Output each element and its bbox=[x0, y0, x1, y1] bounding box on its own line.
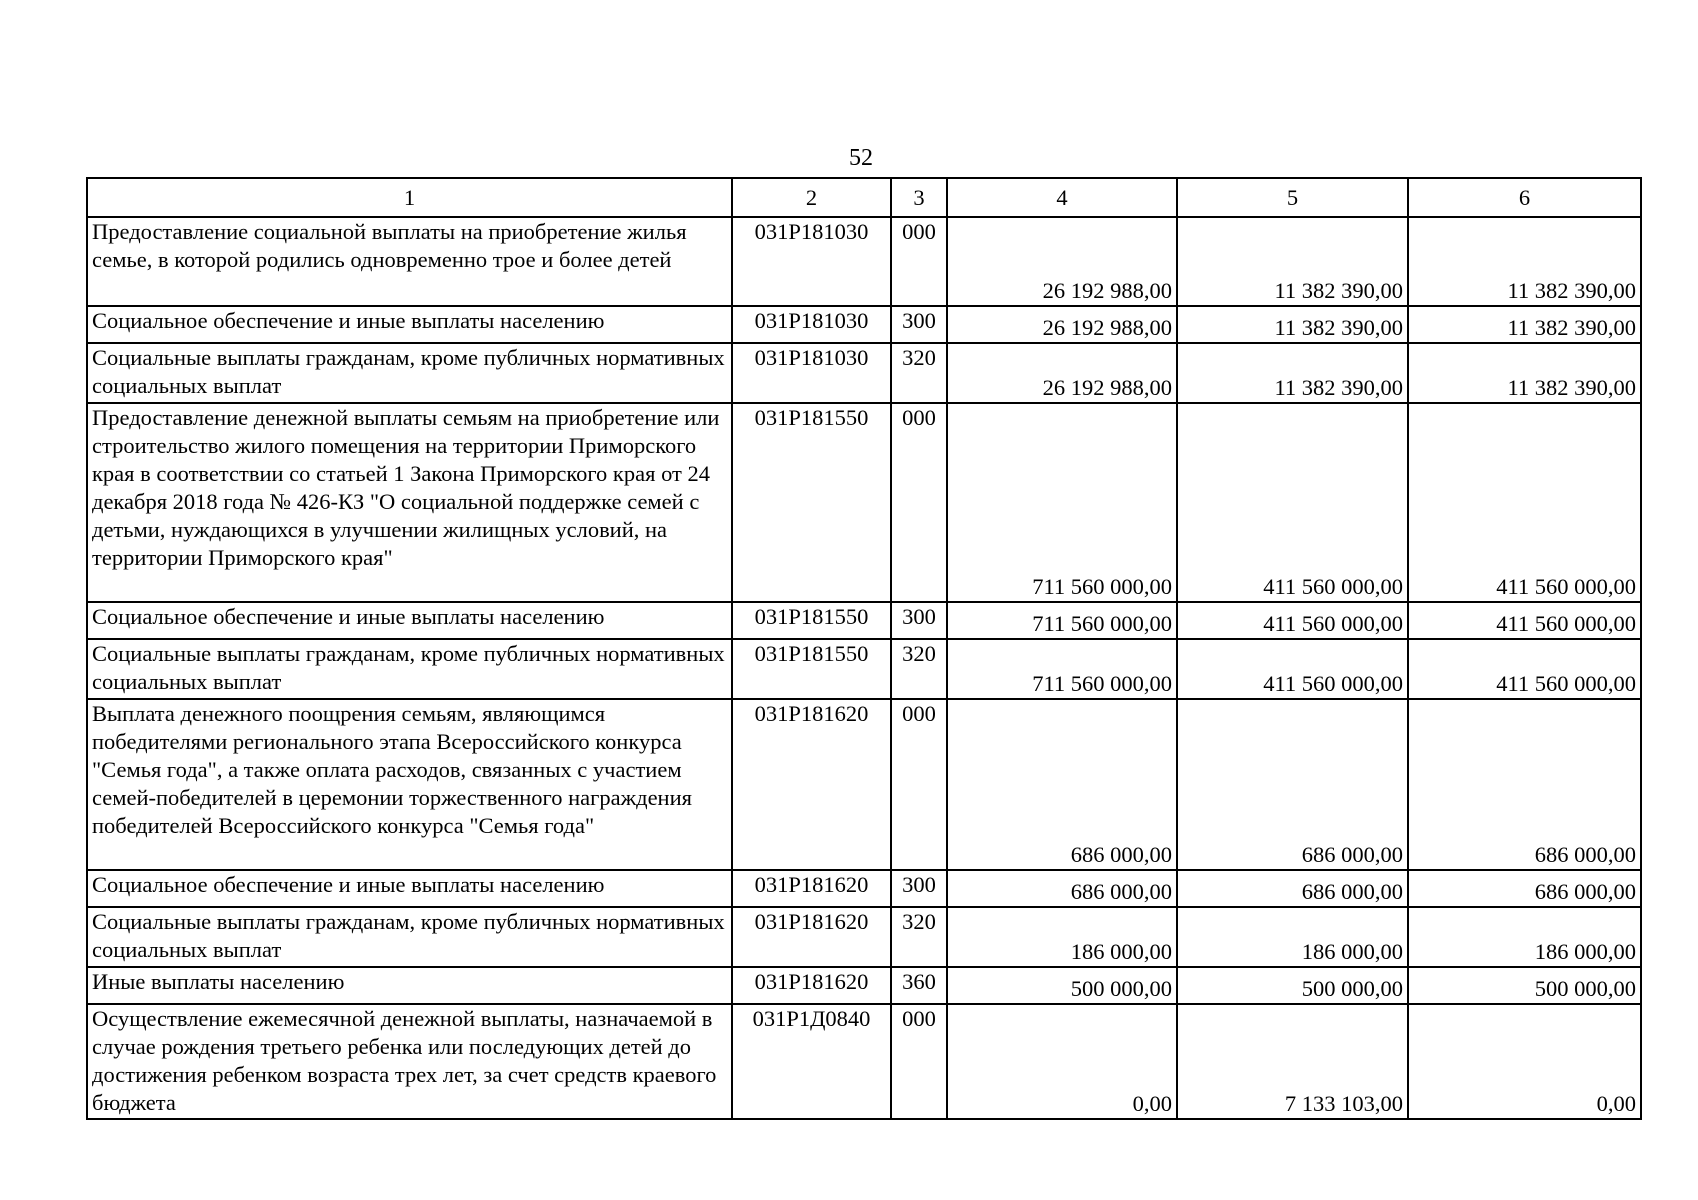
row-amount-6: 411 560 000,00 bbox=[1408, 639, 1641, 699]
table-row bbox=[87, 967, 1641, 1004]
row-amount-4: 0,00 bbox=[947, 1004, 1177, 1119]
table-row bbox=[87, 870, 1641, 907]
row-amount-5: 7 133 103,00 bbox=[1177, 1004, 1408, 1119]
row-amount-4: 186 000,00 bbox=[947, 907, 1177, 967]
row-amount-5: 686 000,00 bbox=[1177, 699, 1408, 870]
row-amount-5: 411 560 000,00 bbox=[1177, 403, 1408, 602]
col-header-amount-5: 5 bbox=[1177, 178, 1408, 217]
row-amount-5: 11 382 390,00 bbox=[1177, 217, 1408, 306]
table-row bbox=[87, 602, 1641, 639]
col-header-target-code: 2 bbox=[732, 178, 891, 217]
row-name: Социальные выплаты гражданам, кроме публичных нормативных социальных выплат bbox=[87, 907, 732, 967]
row-amount-5: 686 000,00 bbox=[1177, 870, 1408, 907]
row-target-code: 031P1Д0840 bbox=[732, 1004, 891, 1119]
row-amount-6: 411 560 000,00 bbox=[1408, 403, 1641, 602]
page-number: 52 bbox=[849, 145, 873, 171]
row-amount-4: 711 560 000,00 bbox=[947, 602, 1177, 639]
header-row bbox=[87, 178, 1641, 217]
table-row bbox=[87, 699, 1641, 870]
row-expense-type: 000 bbox=[891, 217, 947, 306]
row-amount-6: 411 560 000,00 bbox=[1408, 602, 1641, 639]
row-amount-6: 686 000,00 bbox=[1408, 699, 1641, 870]
row-target-code: 031P181550 bbox=[732, 403, 891, 602]
table-row bbox=[87, 217, 1641, 306]
row-expense-type: 300 bbox=[891, 306, 947, 343]
row-name: Социальные выплаты гражданам, кроме публичных нормативных социальных выплат bbox=[87, 343, 732, 403]
row-amount-6: 11 382 390,00 bbox=[1408, 306, 1641, 343]
row-expense-type: 000 bbox=[891, 403, 947, 602]
row-amount-4: 711 560 000,00 bbox=[947, 403, 1177, 602]
row-expense-type: 300 bbox=[891, 602, 947, 639]
table-row bbox=[87, 306, 1641, 343]
row-target-code: 031P181550 bbox=[732, 602, 891, 639]
row-target-code: 031P181030 bbox=[732, 217, 891, 306]
row-expense-type: 360 bbox=[891, 967, 947, 1004]
table-row bbox=[87, 639, 1641, 699]
row-target-code: 031P181620 bbox=[732, 907, 891, 967]
row-name: Социальные выплаты гражданам, кроме публичных нормативных социальных выплат bbox=[87, 639, 732, 699]
table-row bbox=[87, 907, 1641, 967]
row-expense-type: 000 bbox=[891, 699, 947, 870]
row-amount-4: 500 000,00 bbox=[947, 967, 1177, 1004]
row-amount-6: 500 000,00 bbox=[1408, 967, 1641, 1004]
col-header-expense-type: 3 bbox=[891, 178, 947, 217]
table-row bbox=[87, 343, 1641, 403]
row-expense-type: 320 bbox=[891, 639, 947, 699]
row-name: Предоставление социальной выплаты на приобретение жилья семье, в которой родились одновременно трое и более детей bbox=[87, 217, 732, 306]
row-amount-5: 11 382 390,00 bbox=[1177, 306, 1408, 343]
row-name: Иные выплаты населению bbox=[87, 967, 732, 1004]
row-expense-type: 300 bbox=[891, 870, 947, 907]
col-header-name: 1 bbox=[87, 178, 732, 217]
row-amount-6: 11 382 390,00 bbox=[1408, 343, 1641, 403]
row-amount-5: 411 560 000,00 bbox=[1177, 602, 1408, 639]
row-amount-4: 26 192 988,00 bbox=[947, 306, 1177, 343]
table-row bbox=[87, 1004, 1641, 1119]
row-target-code: 031P181620 bbox=[732, 699, 891, 870]
row-amount-6: 686 000,00 bbox=[1408, 870, 1641, 907]
row-target-code: 031P181620 bbox=[732, 870, 891, 907]
row-name: Социальное обеспечение и иные выплаты населению bbox=[87, 306, 732, 343]
table-row bbox=[87, 403, 1641, 602]
row-target-code: 031P181620 bbox=[732, 967, 891, 1004]
row-amount-4: 686 000,00 bbox=[947, 699, 1177, 870]
row-expense-type: 000 bbox=[891, 1004, 947, 1119]
row-amount-4: 711 560 000,00 bbox=[947, 639, 1177, 699]
row-amount-4: 686 000,00 bbox=[947, 870, 1177, 907]
row-name: Предоставление денежной выплаты семьям на приобретение или строительство жилого помещения на территории Приморского края в соответствии со статьей 1 Закона Приморского края от 24 декабря 2018 года № 426-КЗ "О социальной поддержке семей с детьми, нуждающихся в улучшении жилищных условий, на территории Приморского края" bbox=[87, 403, 732, 602]
row-amount-6: 186 000,00 bbox=[1408, 907, 1641, 967]
row-target-code: 031P181550 bbox=[732, 639, 891, 699]
row-amount-4: 26 192 988,00 bbox=[947, 343, 1177, 403]
row-amount-5: 500 000,00 bbox=[1177, 967, 1408, 1004]
row-amount-5: 186 000,00 bbox=[1177, 907, 1408, 967]
row-name: Осуществление ежемесячной денежной выплаты, назначаемой в случае рождения третьего ребенка или последующих детей до достижения ребенком возраста трех лет, за счет средств краевого бюджета bbox=[87, 1004, 732, 1119]
row-amount-5: 411 560 000,00 bbox=[1177, 639, 1408, 699]
row-amount-5: 11 382 390,00 bbox=[1177, 343, 1408, 403]
col-header-amount-6: 6 bbox=[1408, 178, 1641, 217]
row-expense-type: 320 bbox=[891, 907, 947, 967]
row-amount-4: 26 192 988,00 bbox=[947, 217, 1177, 306]
row-expense-type: 320 bbox=[891, 343, 947, 403]
budget-table bbox=[86, 177, 1642, 1120]
row-name: Социальное обеспечение и иные выплаты населению bbox=[87, 602, 732, 639]
row-name: Социальное обеспечение и иные выплаты населению bbox=[87, 870, 732, 907]
row-amount-6: 0,00 bbox=[1408, 1004, 1641, 1119]
row-name: Выплата денежного поощрения семьям, являющимся победителями регионального этапа Всероссийского конкурса "Семья года", а также оплата расходов, связанных с участием семей-победителей в церемонии торжественного награждения победителей Всероссийского конкурса "Семья года" bbox=[87, 699, 732, 870]
col-header-amount-4: 4 bbox=[947, 178, 1177, 217]
row-target-code: 031P181030 bbox=[732, 306, 891, 343]
row-amount-6: 11 382 390,00 bbox=[1408, 217, 1641, 306]
row-target-code: 031P181030 bbox=[732, 343, 891, 403]
